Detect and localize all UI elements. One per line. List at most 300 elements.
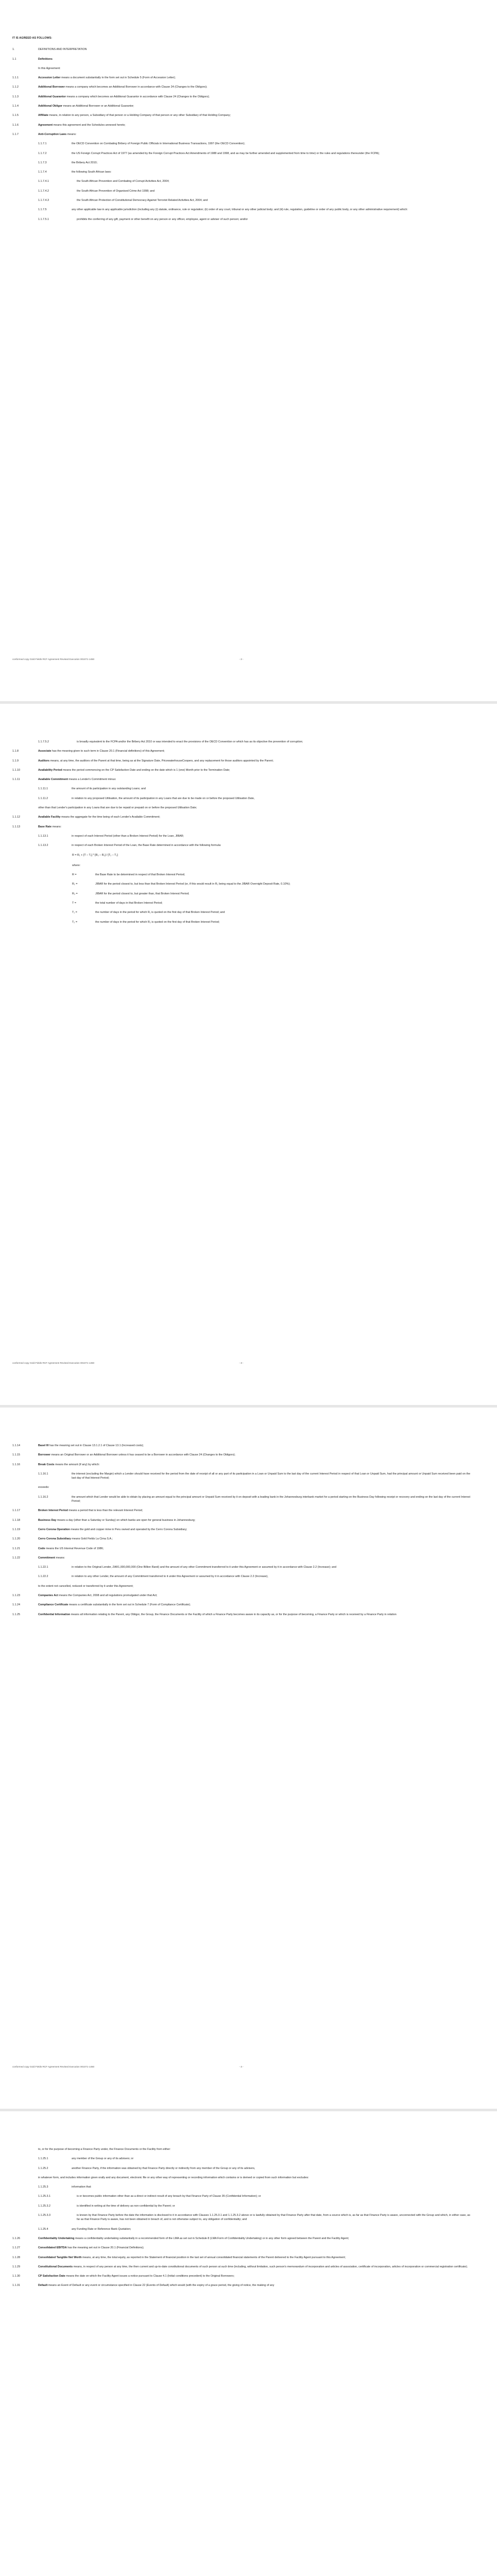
clause [12, 2227, 470, 2231]
clause-body [38, 2256, 470, 2260]
clause [12, 740, 470, 744]
clause [12, 2204, 470, 2208]
clause-text: any Funding Rate or Reference Bank Quotation; [72, 2227, 131, 2231]
clause-number: 1.1.6 [12, 123, 19, 127]
clause-text: in respect of each Interest Period (other than a Broken Interest Period) for the Loan, JIBAR; [72, 834, 184, 838]
defined-term: Code [38, 1547, 45, 1550]
paragraph-text: to, or for the purpose of becoming a Finance Party under, the Finance Documents or the Facility from either: [38, 2148, 171, 2151]
clause [12, 208, 470, 212]
clause [12, 1603, 470, 1607]
clause-number: 1.1.7 [12, 132, 19, 136]
paragraph-text: to the extent not cancelled, reduced or transferred by it under this Agreement; [38, 1584, 133, 1588]
clause-text: the interest (excluding the Margin) which a Lender should have received for the period from the date of receipt of all or any part of its participation in a Loan or Unpaid Sum to the last day of the current Interest Period in respect of that Loan or Unpaid Sum, had the principal amount or Unpaid Sum received been paid on the last day of that Interest Period; [72, 1472, 470, 1480]
clause [12, 2283, 470, 2287]
clause-text: prohibits the conferring of any gift, payment or other benefit on any person or any officer, employee, agent or adviser of such person; and/or [77, 217, 248, 221]
clause-text: means a Lender's Commitment minus: [67, 778, 116, 782]
variable-definition: JIBAR for the period closest to, but greater than, that Broken Interest Period; [95, 892, 190, 895]
clause [12, 1613, 470, 1617]
defined-term: Availability Period [38, 768, 62, 772]
formula-variable [72, 901, 470, 905]
clause-text: the amount which that Lender would be able to obtain by placing an amount equal to the principal amount or Unpaid Sum received by it on deposit with a leading bank in the Johannesburg interbank market for a period starting on the Business Day following receipt or recovery and ending on the last day of the current Interest Period; [72, 1495, 470, 1503]
clause-body [72, 1495, 470, 1504]
clause-body [72, 2166, 470, 2171]
clause-text: the OECD Convention on Combating Bribery of Foreign Public Officials in International Business Transactions, 1997 (the OECD Convention); [72, 142, 245, 146]
page-footer [12, 658, 470, 661]
clause-body [38, 815, 470, 819]
clause [12, 1444, 470, 1448]
footer-note: conformed copy Gold Fields RCF Agreement Revised Execution 001071-1450 [12, 1362, 95, 1364]
clause-number: 1.1.26 [12, 2236, 20, 2240]
clause-number: 1.1.10 [12, 768, 20, 772]
clause-number: 1.1.22.1 [38, 1566, 48, 1569]
clause [12, 749, 470, 753]
clause-number: 1.1.25.1 [38, 2157, 48, 2161]
clause-text: the following South African laws: [72, 171, 112, 174]
clause [12, 1463, 470, 1467]
clause [12, 2265, 470, 2269]
clause-text: the Bribery Act 2010; [72, 161, 98, 164]
clause [12, 2194, 470, 2198]
footer-note: conformed copy Gold Fields RCF Agreement Revised Execution 001071-1450 [12, 658, 95, 660]
clause-text: the US Foreign Corrupt Practices Act of 1977 (as amended by the Foreign Corrupt Practices Act Amendments of 1988 and 1998, and as may be further amended and supplemented from time to time) or the rules and regulations thereunder (the FCPA); [72, 151, 380, 155]
page-footer [12, 2065, 470, 2069]
clause-body [77, 217, 470, 222]
clause-number: 1.1.5 [12, 114, 19, 117]
clause-body [77, 2204, 470, 2208]
formula-variable [72, 892, 470, 896]
clause-text: means the US Internal Revenue Code of 1986; [45, 1547, 104, 1550]
clause-text: means the period commencing on the CP Satisfaction Date and ending on the date which is 1 (one) Month prior to the Termination Date; [62, 768, 230, 772]
defined-term: Consolidated Tangible Net Worth [38, 2256, 82, 2259]
clause-body [38, 1509, 470, 1513]
clause [12, 198, 470, 202]
defined-term: Base Rate [38, 825, 52, 828]
clause-text: means an Event of Default or any event or circumstance specified in Clause 22 (Events of Default) which would (with the expiry of a grace period, the giving of notice, the making of any [47, 2284, 275, 2287]
clause-number: 1.1.27 [12, 2246, 20, 2250]
page-number: - 4 - [239, 2065, 244, 2068]
variable-symbol: T₁ = [72, 911, 77, 914]
clause [12, 843, 470, 848]
clause-number: 1.1.25.3.1 [38, 2195, 50, 2198]
clause-text: means the Companies Act, 2008 and all regulations promulgated under that Act; [58, 1594, 158, 1598]
paragraph-text: in whatever form, and includes information given orally and any document, electronic file or any other way of representing or recording information which contains or is derived or copied from such information but excludes: [38, 2176, 309, 2179]
defined-term: Additional Guarantor [38, 95, 66, 98]
clause-body [72, 161, 470, 165]
clause-body [72, 142, 470, 146]
clause [12, 132, 470, 137]
clause-body [38, 1518, 470, 1522]
paragraph [38, 806, 470, 810]
clause-text: any other applicable law in any applicable jurisdiction (including any (i) statute, ordinance, rule or regulation; (ii) order of any court, tribunal or any other judicial body; and (iii) rule, regulation, guideline or order of any public body, or any other administrative requirement) which: [72, 208, 408, 212]
clause-number: 1.1.25.3.3 [38, 2214, 50, 2217]
clause-text: in relation to any proposed Utilisation, the amount of its participation in any Loans that are due to be made on or before the proposed Utilisation Date, [72, 796, 255, 800]
clause-text: means a company which becomes an Additional Borrower in accordance with Clause 24 (Changes to the Obligors); [64, 86, 208, 89]
section-heading: IT IS AGREED AS FOLLOWS: [12, 37, 53, 40]
clause-body [72, 787, 470, 791]
clause-body [38, 132, 470, 137]
clause [12, 2236, 470, 2241]
clause-number: 1.1.16 [12, 1463, 20, 1466]
clause [12, 1574, 470, 1579]
clause-text: means the gold and copper mine in Peru owned and operated by the Cerro Corona Subsidiary; [70, 1528, 187, 1531]
clause-body [72, 834, 470, 838]
page-number: - 3 - [239, 1362, 244, 1364]
clause-text: the South African Prevention and Combating of Corrupt Activities Act, 2004; [77, 180, 169, 183]
clause-text: is or becomes public information other than as a direct or indirect result of any breach by that Finance Party of Clause 35 (Confidential Information); or [77, 2195, 261, 2198]
clause-text: the South African Protection of Constitutional Democracy Against Terrorist Related Activities Act, 2004; and [77, 199, 208, 202]
clause-number: 1.1.7.2 [38, 151, 47, 155]
clause-number: 1.1.28 [12, 2256, 20, 2259]
clause [12, 1509, 470, 1513]
clause-text: means a document substantially in the form set out in Schedule 5 (Form of Accession Letter); [60, 76, 176, 80]
clause-text: means a company which becomes an Additional Guarantor in accordance with Clause 24 (Changes to the Obligors); [65, 95, 210, 98]
clause [12, 1556, 470, 1560]
defined-term: Agreement [38, 123, 53, 127]
defined-term: Auditors [38, 759, 50, 762]
clause-body [38, 2274, 470, 2278]
clause-body [38, 1453, 470, 1457]
variable-symbol: T = [72, 902, 76, 905]
defined-term: Additional Obligor [38, 105, 63, 108]
defined-term: Basel III [38, 1444, 49, 1447]
clause [12, 1565, 470, 1569]
clause-body [38, 768, 470, 772]
defined-term: Available Facility [38, 816, 61, 819]
defined-term: Cerro Corona Operation [38, 1528, 70, 1531]
defined-term: Available Commitment [38, 778, 68, 782]
defined-term: Broken Interest Period [38, 1509, 68, 1513]
clause-text: means all information relating to the Parent, any Obligor, the Group, the Finance Documents or the Facility of which a Finance Party becomes aware in its capacity as, or for the purpose of becoming, a Finance Party or which is received by a Finance Party in relation [70, 1613, 397, 1616]
clause-text: in relation to the Original Lender, ZAR1,000,000,000 (One Billion Rand) and the amount of any other Commitment transferred to it under this Agreement or assumed by it in accordance with Clause 2.2 (Increase); and [72, 1566, 336, 1569]
clause-number: 1.1.13 [12, 825, 20, 828]
defined-term: Affiliate [38, 114, 48, 117]
variable-definition: the number of days in the period for which R₁ is quoted on the first day of that Broken Interest Period; and [95, 911, 225, 914]
clause-body [38, 1613, 470, 1617]
clause-body [38, 1463, 470, 1467]
clause-number: 1.1.7.4 [38, 171, 47, 174]
clause [12, 796, 470, 801]
clause [12, 170, 470, 174]
page-number: - 2 - [239, 658, 244, 660]
clause-number: 1.1.25.2 [38, 2166, 48, 2170]
clause [12, 2213, 470, 2222]
clause-body [72, 2227, 470, 2231]
clause-number: 1.1.23 [12, 1594, 20, 1598]
formula-variable [72, 873, 470, 877]
clause-body [38, 1547, 470, 1551]
clause [12, 113, 470, 117]
clause-number: 1.1.17 [12, 1509, 20, 1513]
clause-text: means: [66, 132, 77, 136]
paragraph [38, 1584, 470, 1588]
clause [12, 179, 470, 183]
clause [12, 768, 470, 772]
clause-number: 1.1.7.4.3 [38, 199, 49, 202]
clause [12, 217, 470, 222]
clause [12, 2274, 470, 2278]
clause-number: 1.1.31 [12, 2284, 20, 2287]
defined-term: Definitions [38, 57, 53, 61]
clause-body [72, 1574, 470, 1579]
defined-term: Business Day [38, 1518, 57, 1522]
clause [12, 85, 470, 89]
clause [12, 57, 470, 61]
clause-text: means a confidentiality undertaking substantially in a recommended form of the LMA as set out in Schedule 8 (LMA Form of Confidentiality Undertaking) or in any other form agreed between the Parent and the Facility Agent; [74, 2236, 349, 2240]
document-page [0, 704, 497, 1405]
clause [12, 2256, 470, 2260]
clause [12, 2185, 470, 2189]
clause [12, 104, 470, 108]
clause [12, 142, 470, 146]
paragraph [38, 1485, 470, 1489]
defined-term: Consolidated EBITDA [38, 2246, 67, 2250]
clause-body [38, 104, 470, 108]
clause-number: 1.1.1 [12, 76, 19, 80]
clause [12, 1594, 470, 1598]
document-page [0, 1408, 497, 2109]
variable-symbol: R₂ = [72, 892, 78, 895]
variable-definition: the Base Rate to be determined in respect of that Broken Interest Period; [95, 873, 185, 877]
clause-text: means an Additional Borrower or an Additional Guarantor; [62, 105, 134, 108]
clause-number: 1.1.22.2 [38, 1575, 48, 1579]
clause-body [38, 76, 470, 80]
paragraph [38, 2176, 470, 2180]
defined-term: Confidential Information [38, 1613, 71, 1616]
clause-number: 1.1.12 [12, 816, 20, 819]
clause-body [38, 1444, 470, 1448]
variable-definition: the number of days in the period for which R₂ is quoted on the first day of that Broken Interest Period; [95, 920, 220, 924]
defined-term: Borrower [38, 1453, 50, 1457]
variable-definition: JIBAR for the period closest to, but less than that Broken Interest Period (or, if this would result in R₁ being equal to the JIBAR Overnight Deposit Rate, 0.10%); [95, 883, 290, 886]
clause-body [38, 777, 470, 782]
clause [12, 759, 470, 763]
clause-text: is broadly equivalent to the FCPA and/or the Bribery Act 2010 or was intended to enact the provisions of the OECD Convention or which has as its objective the prevention of corruption; [77, 740, 303, 743]
defined-term: Accession Letter [38, 76, 61, 80]
clause-text: information that: [72, 2185, 92, 2189]
paragraph-text: where: [72, 863, 81, 867]
clause-text: means, at any time, the auditors of the Parent at that time, being as at the Signature Date, PricewaterhouseCoopers, and any replacement for those auditors appointed by the Parent; [49, 759, 273, 762]
clause [12, 1472, 470, 1481]
defined-term: Break Costs [38, 1463, 55, 1466]
clause-body [77, 2213, 470, 2222]
defined-term: Compliance Certificate [38, 1603, 68, 1607]
clause-body [72, 796, 470, 801]
clause-number: 1.1.13.2 [38, 844, 48, 848]
clause [12, 47, 470, 52]
clause-number: 1.1.19 [12, 1528, 20, 1531]
clause-text: means a day (other than a Saturday or Sunday) on which banks are open for general business in Johannesburg; [56, 1518, 196, 1522]
clause [12, 151, 470, 156]
paragraph-text: exceeds: [38, 1486, 49, 1489]
clause-body [38, 825, 470, 829]
clause-number: 1.1.18 [12, 1518, 20, 1522]
clause-number: 1.1.30 [12, 2275, 20, 2278]
clause-body [72, 2185, 470, 2189]
clause-number: 1.1.7.3 [38, 161, 47, 164]
clause [12, 189, 470, 193]
clause-text: means: [52, 825, 62, 828]
clause-number: 1.1.3 [12, 95, 19, 98]
clause [12, 1547, 470, 1551]
clause-text: is known by that Finance Party before the date the information is disclosed to it in accordance with Clauses 1.1.25.3.1 and 1.1.25.3.2 above or is lawfully obtained by that Finance Party after that date, from a source which is, as far as that Finance Party is aware, unconnected with the Group and which, in either case, as far as that Finance Party is aware, has not been obtained in breach of, and is not otherwise subject to, any obligation of confidentiality; and [77, 2214, 470, 2222]
defined-term: Companies Act [38, 1594, 59, 1598]
clause-body [77, 179, 470, 183]
clause-body [38, 113, 470, 117]
clause [12, 2246, 470, 2250]
clause-body [72, 1565, 470, 1569]
page-footer [12, 1362, 470, 1365]
clause-text: means, in relation to any person, a Subsidiary of that person or a Holding Company of that person or any other Subsidiary of that Holding Company; [48, 114, 231, 117]
clause-text: means the date on which the Facility Agent issues a notice pursuant to Clause 4.1 (Initial conditions precedent) to the Original Borrowers; [65, 2275, 235, 2278]
footer-note: conformed copy Gold Fields RCF Agreement Revised Execution 001071-1450 [12, 2065, 95, 2068]
clause-body [77, 2194, 470, 2198]
clause-text: in respect of each Broken Interest Period of the Loan, the Base Rate determined in accordance with the following formula: [72, 844, 221, 848]
clause [12, 1518, 470, 1522]
clause-text: means the aggregate for the time being of each Lender's Available Commitment; [60, 816, 160, 819]
defined-term: Constitutional Documents [38, 2265, 73, 2268]
variable-symbol: R₁ = [72, 883, 78, 886]
clause-number: 1.1.25.4 [38, 2227, 48, 2231]
clause-number: 1.1.22 [12, 1556, 20, 1560]
clause-text: has the meaning set out in Clause 13.1.2.1 of Clause 13.1 (Increased costs); [48, 1444, 144, 1447]
clause-text: means Gold Fields La Cima S.A.; [71, 1537, 113, 1541]
clause-number: 1.1.8 [12, 750, 19, 753]
clause-text: means the amount (if any) by which: [54, 1463, 100, 1466]
formula-variable [72, 882, 470, 886]
clause-text: any member of the Group or any of its advisers; or [72, 2157, 134, 2161]
clause-number: 1.1.7.5 [38, 208, 47, 212]
clause [12, 1528, 470, 1532]
clause-text: means this agreement and the Schedules annexed hereto; [53, 123, 126, 127]
clause-body [38, 1528, 470, 1532]
base-rate-formula: R = R₁ + [T – T₁] * [R₂ – R₁] / [T₂ – T₁] [72, 853, 118, 857]
paragraph [72, 863, 470, 868]
clause-number: 1.1.4 [12, 105, 19, 108]
clause-body [38, 57, 470, 61]
clause-body [72, 208, 470, 212]
variable-definition: the total number of days in that Broken Interest Period; [95, 902, 163, 905]
clause-number: 1.1.7.1 [38, 142, 47, 146]
clause [12, 834, 470, 838]
clause-body [38, 95, 470, 99]
clause-body [38, 749, 470, 753]
clause-body [38, 2265, 470, 2269]
clause [12, 825, 470, 829]
defined-term: Anti-Corruption Laws [38, 132, 67, 136]
clause-body [38, 123, 470, 127]
clause-text: means: [55, 1556, 65, 1560]
clause-body [77, 198, 470, 202]
clause-text: DEFINITIONS AND INTERPRETATION [38, 48, 87, 52]
clause [12, 95, 470, 99]
clause-body [77, 740, 470, 744]
clause [12, 2166, 470, 2171]
clause-text: means, in respect of any person at any time, the then current and up-to-date constitutional documents of such person at such time (including, without limitation, such person's memorandum of incorporation and articles of association, certificate of incorporation, articles of incorporation or commercial registration certificate); [73, 2265, 468, 2268]
clause [12, 161, 470, 165]
defined-term: Default [38, 2284, 48, 2287]
clause [12, 787, 470, 791]
clause-number: 1.1.14 [12, 1444, 20, 1447]
paragraph-text: In this Agreement: [38, 66, 61, 70]
paragraph-text: other than that Lender's participation in any Loans that are due to be repaid or prepaid on or before the proposed Utilisation Date; [38, 806, 197, 810]
clause-body [38, 1603, 470, 1607]
clause-number: 1.1 [12, 57, 16, 61]
clause [12, 1453, 470, 1457]
clause [12, 777, 470, 782]
clause-body [72, 1472, 470, 1481]
clause-body [38, 1556, 470, 1560]
defined-term: Associate [38, 750, 52, 753]
paragraph [38, 2147, 470, 2151]
clause [12, 1537, 470, 1541]
defined-term: Cerro Corona Subsidiary [38, 1537, 71, 1541]
clause-number: 1.1.7.5.1 [38, 217, 49, 221]
paragraph [38, 66, 470, 71]
clause-text: means, at any time, the total equity, as reported in the Statement of financial position in the last set of annual consolidated financial statements of the Parent delivered to the Facility Agent pursuant to this Agreement; [81, 2256, 346, 2259]
clause-body [72, 2157, 470, 2161]
clause-body [38, 85, 470, 89]
clause-text: means an Original Borrower or an Additional Borrower unless it has ceased to be a Borrower in accordance with Clause 24 (Changes to the Obligors); [50, 1453, 235, 1457]
clause-text: the amount of its participation in any outstanding Loans; and [72, 787, 146, 791]
clause-body [72, 843, 470, 848]
clause-body [38, 2236, 470, 2241]
clause-body [38, 1594, 470, 1598]
formula-variable [72, 910, 470, 914]
clause-number: 1.1.7.4.1 [38, 180, 49, 183]
clause-number: 1.1.20 [12, 1537, 20, 1541]
clause [12, 76, 470, 80]
clause [12, 815, 470, 819]
clause-body [77, 189, 470, 193]
clause-text: in relation to any other Lender, the amount of any Commitment transferred to it under this Agreement or assumed by it in accordance with Clause 2.2 (Increase), [72, 1575, 268, 1579]
defined-term: Commitment [38, 1556, 55, 1560]
variable-symbol: R = [72, 873, 77, 877]
defined-term: Confidentiality Undertaking [38, 2236, 75, 2240]
clause-body [38, 759, 470, 763]
clause-body [38, 1537, 470, 1541]
clause-number: 1.1.29 [12, 2265, 20, 2268]
clause-text: has the meaning given to such term in Clause 20.1 (Financial definitions) of this Agreement; [51, 750, 165, 753]
clause-number: 1.1.13.1 [38, 834, 48, 838]
clause [12, 123, 470, 127]
clause-body [72, 151, 470, 156]
document-page [0, 0, 497, 701]
clause-text: means a certificate substantially in the form set out in Schedule 7 (Form of Compliance Certificate); [68, 1603, 191, 1607]
clause-body [38, 2246, 470, 2250]
clause-text: has the meaning set out in Clause 20.1 (Financial Definitions); [66, 2246, 144, 2250]
clause-number: 1. [12, 48, 15, 52]
clause [12, 2157, 470, 2161]
clause-number: 1.1.11.2 [38, 796, 48, 800]
clause-body [72, 170, 470, 174]
variable-symbol: T₂ = [72, 920, 78, 924]
clause-number: 1.1.15 [12, 1453, 20, 1457]
clause-number: 1.1.2 [12, 86, 19, 89]
defined-term: CP Satisfaction Date [38, 2275, 65, 2278]
clause-number: 1.1.21 [12, 1547, 20, 1550]
clause-text: another Finance Party, if the information was obtained by that Finance Party directly or indirectly from any member of the Group or any of its advisers, [72, 2166, 255, 2170]
clause-body [38, 2283, 470, 2287]
clause-text: is identified in writing at the time of delivery as non-confidential by the Parent; or [77, 2204, 175, 2208]
clause-number: 1.1.11.1 [38, 787, 48, 791]
formula-variable [72, 920, 470, 924]
clause-number: 1.1.16.2 [38, 1495, 48, 1499]
clause-number: 1.1.25.3.2 [38, 2204, 50, 2208]
clause-number: 1.1.25 [12, 1613, 20, 1616]
clause-body [38, 47, 470, 52]
clause-number: 1.1.9 [12, 759, 19, 762]
clause-number: 1.1.11 [12, 778, 20, 782]
